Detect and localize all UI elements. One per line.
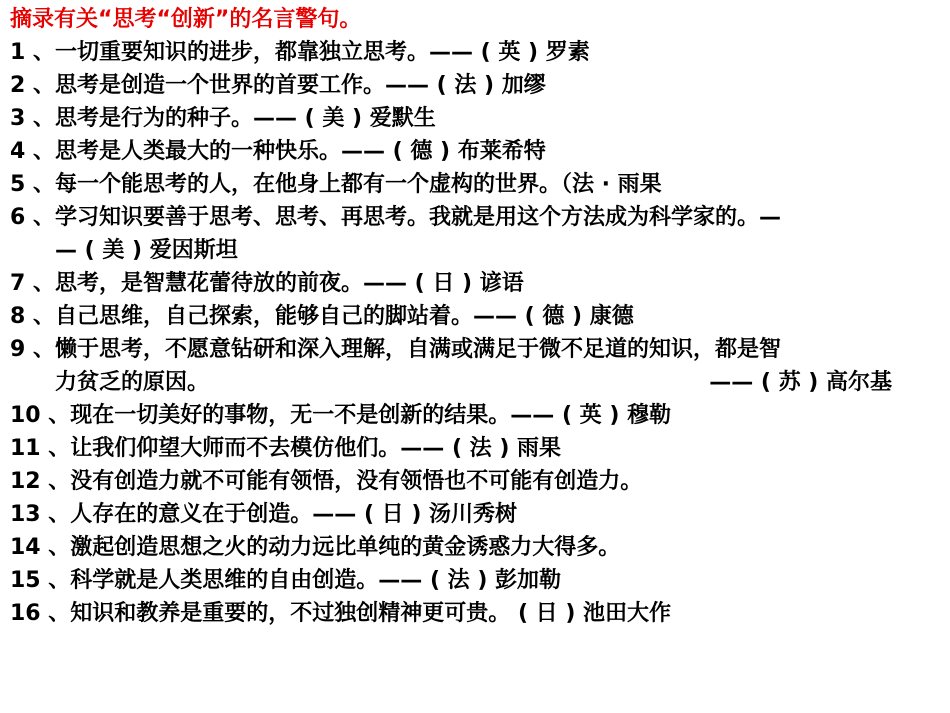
quote-item: [10, 432, 932, 465]
quote-item: [10, 498, 932, 531]
quote-item: [10, 564, 932, 597]
quote-text: 思考是创造一个世界的首要工作。—— ( 法 ) 加缪: [54, 73, 546, 98]
quote-item: [10, 399, 932, 432]
quote-text: 让我们仰望大师而不去模仿他们。—— ( 法 ) 雨果: [70, 436, 562, 461]
quote-number: 5 、: [10, 172, 55, 197]
quote-item: [10, 69, 932, 102]
quote-text: [55, 201, 932, 267]
quote-number: 2 、: [10, 73, 55, 98]
quote-text-line2-body: 力贫乏的原因。: [54, 370, 209, 395]
quote-item: [10, 267, 932, 300]
quote-text-line1: 懒于思考，不愿意钻研和深入理解，自满或满足于微不足道的知识，都是智: [54, 337, 781, 362]
quote-text: [55, 333, 932, 399]
quote-text-line2: [55, 366, 932, 399]
quote-number: 9 、: [10, 337, 55, 362]
page-title: 摘录有关“思考“创新”的名言警句。: [10, 7, 362, 32]
quote-text: 人存在的意义在于创造。—— ( 日 ) 汤川秀树: [70, 502, 518, 527]
quote-text: 思考，是智慧花蕾待放的前夜。—— ( 日 ) 谚语: [54, 271, 524, 296]
quote-text: 现在一切美好的事物，无一不是创新的结果。—— ( 英 ) 穆勒: [70, 403, 672, 428]
quote-attribution: —— ( 苏 ) 高尔基: [709, 370, 892, 395]
quote-number: 7 、: [10, 271, 55, 296]
quote-text: 激起创造思想之火的动力远比单纯的黄金诱惑力大得多。: [70, 535, 621, 560]
quote-text: 科学就是人类思维的自由创造。—— ( 法 ) 彭加勒: [70, 568, 562, 593]
quote-number: 4 、: [10, 139, 55, 164]
quote-text: 每一个能思考的人，在他身上都有一个虚构的世界。（法 · 雨果: [54, 172, 662, 197]
quote-number: 8 、: [10, 304, 55, 329]
quote-number: 11 、: [10, 436, 71, 461]
quote-item: [10, 300, 932, 333]
quote-item: [10, 168, 932, 201]
quote-number: 14 、: [10, 535, 71, 560]
quote-number: 12 、: [10, 469, 71, 494]
quote-text: 思考是人类最大的一种快乐。—— ( 德 ) 布莱希特: [54, 139, 546, 164]
quote-number: 16 、: [10, 601, 71, 626]
quote-number: 3 、: [10, 106, 55, 131]
quote-number: 1 、: [10, 40, 55, 65]
quote-text-line1: 学习知识要善于思考、思考、再思考。我就是用这个方法成为科学家的。—: [54, 205, 781, 230]
quote-number: 15 、: [10, 568, 71, 593]
quote-text: 没有创造力就不可能有领悟，没有领悟也不可能有创造力。: [70, 469, 643, 494]
quote-item: [10, 333, 932, 399]
quote-text: 知识和教养是重要的，不过独创精神更可贵。 ( 日 ) 池田大作: [70, 601, 672, 626]
quote-number: 10 、: [10, 403, 71, 428]
quote-item: [10, 36, 932, 69]
quote-item: [10, 465, 932, 498]
quote-item: [10, 597, 932, 630]
quote-item: [10, 531, 932, 564]
quote-text: 自己思维，自己探索，能够自己的脚站着。—— ( 德 ) 康德: [54, 304, 634, 329]
quote-text: 一切重要知识的进步，都靠独立思考。—— ( 英 ) 罗素: [54, 40, 590, 65]
quote-number: 13 、: [10, 502, 71, 527]
quote-item: [10, 102, 932, 135]
quote-item: [10, 201, 932, 267]
quote-number: 6 、: [10, 205, 55, 230]
quote-text-line2: — ( 美 ) 爱因斯坦: [54, 238, 238, 263]
quote-text: 思考是行为的种子。—— ( 美 ) 爱默生: [54, 106, 436, 131]
quote-item: [10, 135, 932, 168]
